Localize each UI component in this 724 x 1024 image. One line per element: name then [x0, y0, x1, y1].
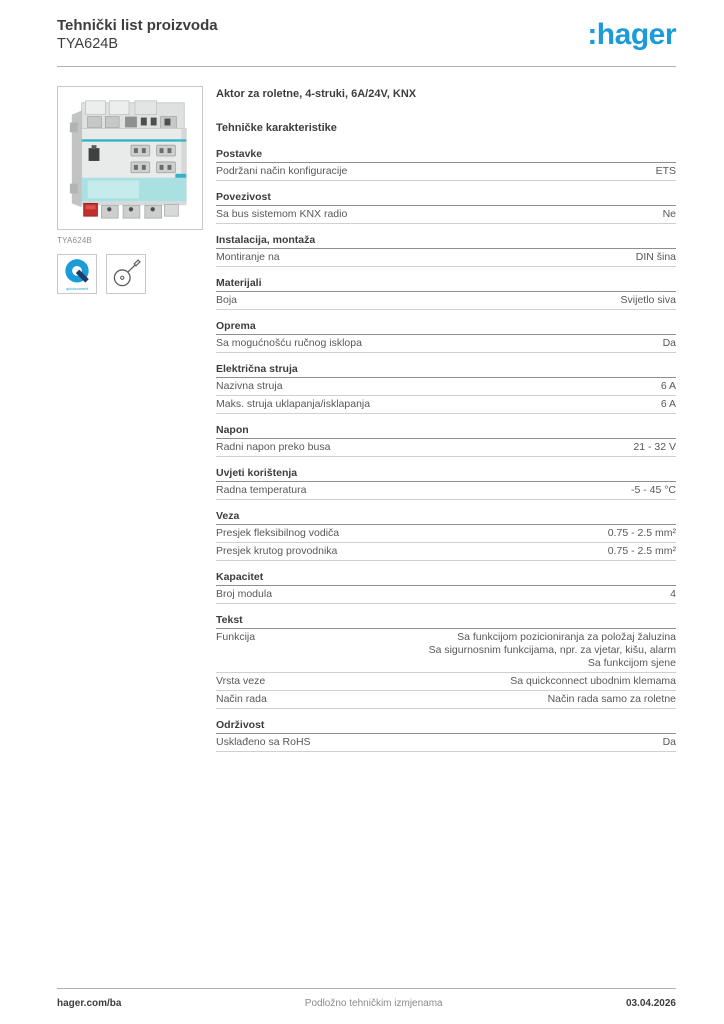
header-divider [57, 66, 676, 67]
spec-section [216, 192, 676, 224]
section-title: Održivost [216, 720, 676, 734]
section-title: Napon [216, 425, 676, 439]
spec-label: Presjek fleksibilnog vodiča [216, 527, 340, 539]
spec-section [216, 149, 676, 181]
product-image-caption: TYA624B [57, 236, 93, 245]
section-title: Povezivost [216, 192, 676, 206]
manual-crank-glyph [111, 259, 141, 289]
section-title: Materijali [216, 278, 676, 292]
spec-value: Ne [662, 208, 676, 220]
spec-row [216, 482, 676, 500]
spec-row [216, 673, 676, 691]
spec-section [216, 321, 676, 353]
spec-section [216, 235, 676, 267]
spec-label: Presjek krutog provodnika [216, 545, 338, 557]
spec-value: 0.75 - 2.5 mm² [607, 527, 676, 539]
spec-row [216, 163, 676, 181]
section-title: Uvjeti korištenja [216, 468, 676, 482]
spec-value: 0.75 - 2.5 mm² [607, 545, 676, 557]
spec-section [216, 468, 676, 500]
spec-row [216, 206, 676, 224]
footer-disclaimer: Podložno tehničkim izmjenama [304, 998, 443, 1009]
spec-value: 21 - 32 V [633, 441, 676, 453]
section-title: Kapacitet [216, 572, 676, 586]
spec-label: Način rada [216, 693, 267, 705]
spec-label: Montiranje na [216, 251, 280, 263]
din-device-illustration [58, 87, 202, 229]
section-title: Veza [216, 511, 676, 525]
spec-value: Svijetlo siva [620, 294, 676, 306]
spec-row [216, 439, 676, 457]
hager-logo: :hager [587, 18, 676, 51]
spec-label: Usklađeno sa RoHS [216, 736, 311, 748]
section-title: Električna struja [216, 364, 676, 378]
footer-website: hager.com/ba [57, 998, 122, 1009]
spec-section [216, 615, 676, 709]
spec-label: Boja [216, 294, 238, 306]
feature-icons [57, 254, 203, 294]
spec-section [216, 572, 676, 604]
section-title: Instalacija, montaža [216, 235, 676, 249]
spec-value: DIN šina [635, 251, 676, 263]
spec-label: Broj modula [216, 588, 273, 600]
section-title: Postavke [216, 149, 676, 163]
spec-value: Da [662, 736, 676, 748]
spec-value: 4 [670, 588, 676, 600]
left-column [57, 86, 203, 752]
spec-value: Sa quickconnect ubodnim klemama [510, 675, 676, 687]
spec-label: Funkcija [216, 631, 256, 643]
spec-label: Podržani način konfiguracije [216, 165, 348, 177]
quickconnect-logo-icon [57, 254, 97, 294]
spec-value: ETS [655, 165, 676, 177]
spec-label: Vrsta veze [216, 675, 266, 687]
spec-section [216, 425, 676, 457]
page-header [57, 17, 676, 53]
spec-row [216, 396, 676, 414]
spec-value: Način rada samo za roletne [547, 693, 676, 705]
spec-sections [216, 149, 676, 752]
spec-section [216, 364, 676, 414]
page-footer [57, 988, 676, 1009]
section-title: Tekst [216, 615, 676, 629]
content [57, 86, 676, 752]
spec-row [216, 335, 676, 353]
characteristics-heading: Tehničke karakteristike [216, 122, 337, 134]
spec-section [216, 720, 676, 752]
footer-date: 03.04.2026 [625, 998, 676, 1009]
spec-label: Radna temperatura [216, 484, 307, 496]
spec-label: Sa bus sistemom KNX radio [216, 208, 348, 220]
footer-divider [57, 988, 676, 989]
product-title: Aktor za roletne, 4-struki, 6A/24V, KNX [216, 88, 417, 100]
spec-row [216, 734, 676, 752]
manual-crank-icon [106, 254, 146, 294]
header-titles [57, 17, 218, 53]
spec-section [216, 278, 676, 310]
product-image [57, 86, 203, 230]
footer-row [57, 998, 676, 1009]
spec-value: Sa funkcijom pozicioniranja za položaj žaluzina Sa sigurnosnim funkcijama, npr. za vjetar, kišu, alarm Sa funkcijom sjene [428, 631, 676, 669]
spec-row [216, 691, 676, 709]
spec-label: Maks. struja uklapanja/isklapanja [216, 398, 371, 410]
spec-value: 6 A [660, 380, 676, 392]
spec-row [216, 543, 676, 561]
spec-label: Radni napon preko busa [216, 441, 331, 453]
spec-label: Sa mogućnošću ručnog isklopa [216, 337, 362, 349]
quickconnect-q-glyph [61, 256, 93, 292]
spec-value: -5 - 45 °C [630, 484, 676, 496]
spec-row [216, 249, 676, 267]
spec-row [216, 292, 676, 310]
spec-value: Da [662, 337, 676, 349]
spec-row [216, 629, 676, 673]
spec-row [216, 525, 676, 543]
svg-text:quickconnect: quickconnect [65, 286, 89, 291]
spec-value: 6 A [660, 398, 676, 410]
spec-row [216, 378, 676, 396]
section-title: Oprema [216, 321, 676, 335]
spec-section [216, 511, 676, 561]
spec-row [216, 586, 676, 604]
product-code: TYA624B [57, 36, 118, 52]
spec-label: Nazivna struja [216, 380, 283, 392]
document-title: Tehnički list proizvoda [57, 17, 218, 34]
specifications [216, 86, 676, 752]
